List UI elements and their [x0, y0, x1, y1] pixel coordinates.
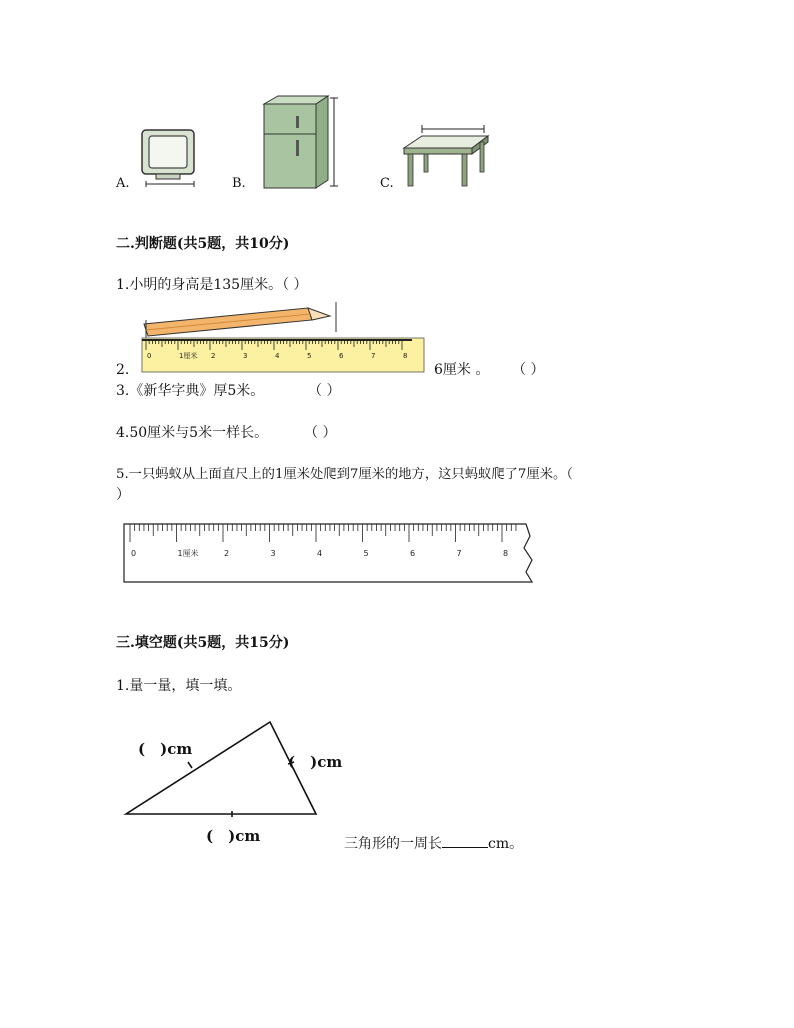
question-2-4: 4.50厘米与5米一样长。 [116, 425, 269, 441]
refrigerator-icon [256, 94, 346, 190]
table-icon [400, 124, 492, 190]
question-3-1: 1.量一量，填一填。 [116, 678, 242, 694]
ruler-tick-label: 5 [363, 549, 369, 558]
large-ruler [122, 522, 538, 586]
question-2-2-paren: （ ） [512, 362, 545, 378]
ruler-tick-label: 8 [403, 352, 408, 360]
question-2-3: 3.《新华字典》厚5米。 [116, 383, 265, 399]
option-c-label: C. [380, 176, 394, 191]
ruler-tick-label: 0 [131, 549, 137, 558]
ruler-tick-label: 3 [243, 352, 248, 360]
option-b-label: B. [232, 176, 246, 191]
question-2-5-line2: ） [116, 487, 130, 503]
ruler-tick-label: 2 [224, 549, 230, 558]
ruler-tick-label: 7 [371, 352, 376, 360]
small-ruler [142, 338, 424, 372]
option-b [232, 94, 352, 194]
option-c [380, 120, 500, 200]
question-2-4-paren: （ ） [304, 425, 337, 441]
question-2-1: 1.小明的身高是135厘米。（ ） [116, 277, 308, 293]
ruler-tick-label: 0 [147, 352, 152, 360]
ruler-tick-label: 4 [275, 352, 280, 360]
ruler-tick-label: 1厘米 [179, 352, 198, 360]
ruler-tick-label: 2 [211, 352, 216, 360]
ruler-tick-label: 4 [317, 549, 323, 558]
perimeter-line [344, 833, 523, 853]
triangle-right-label: ( )cm [288, 753, 343, 771]
ruler-tick-label: 1厘米 [177, 549, 199, 558]
option-a [116, 120, 216, 200]
tv-icon [138, 126, 202, 192]
section-3-title: 三.填空题(共5题，共15分) [116, 635, 290, 651]
ruler-tick-label: 7 [456, 549, 462, 558]
triangle-left-label: ( )cm [138, 740, 193, 758]
option-a-label: A. [116, 176, 130, 191]
triangle-bottom-label: ( )cm [206, 827, 261, 845]
ruler-tick-label: 8 [503, 549, 509, 558]
perimeter-text: 三角形的一周长 [344, 836, 442, 852]
ruler-tick-label: 6 [410, 549, 416, 558]
perimeter-unit: cm。 [488, 836, 524, 852]
ruler-tick-label: 3 [270, 549, 276, 558]
question-2-2-number: 2. [116, 362, 130, 378]
section-2-title: 二.判断题(共5题，共10分) [116, 236, 290, 252]
pencil-ruler-figure [140, 302, 430, 376]
ruler-tick-label: 6 [339, 352, 344, 360]
question-2-3-paren: （ ） [308, 383, 341, 399]
question-2-2-answer: 6厘米 。 [434, 362, 490, 378]
perimeter-blank[interactable] [442, 833, 488, 848]
ruler-tick-label: 5 [307, 352, 312, 360]
question-2-5-line1: 5.一只蚂蚁从上面直尺上的1厘米处爬到7厘米的地方，这只蚂蚁爬了7厘米。（ [116, 467, 573, 482]
